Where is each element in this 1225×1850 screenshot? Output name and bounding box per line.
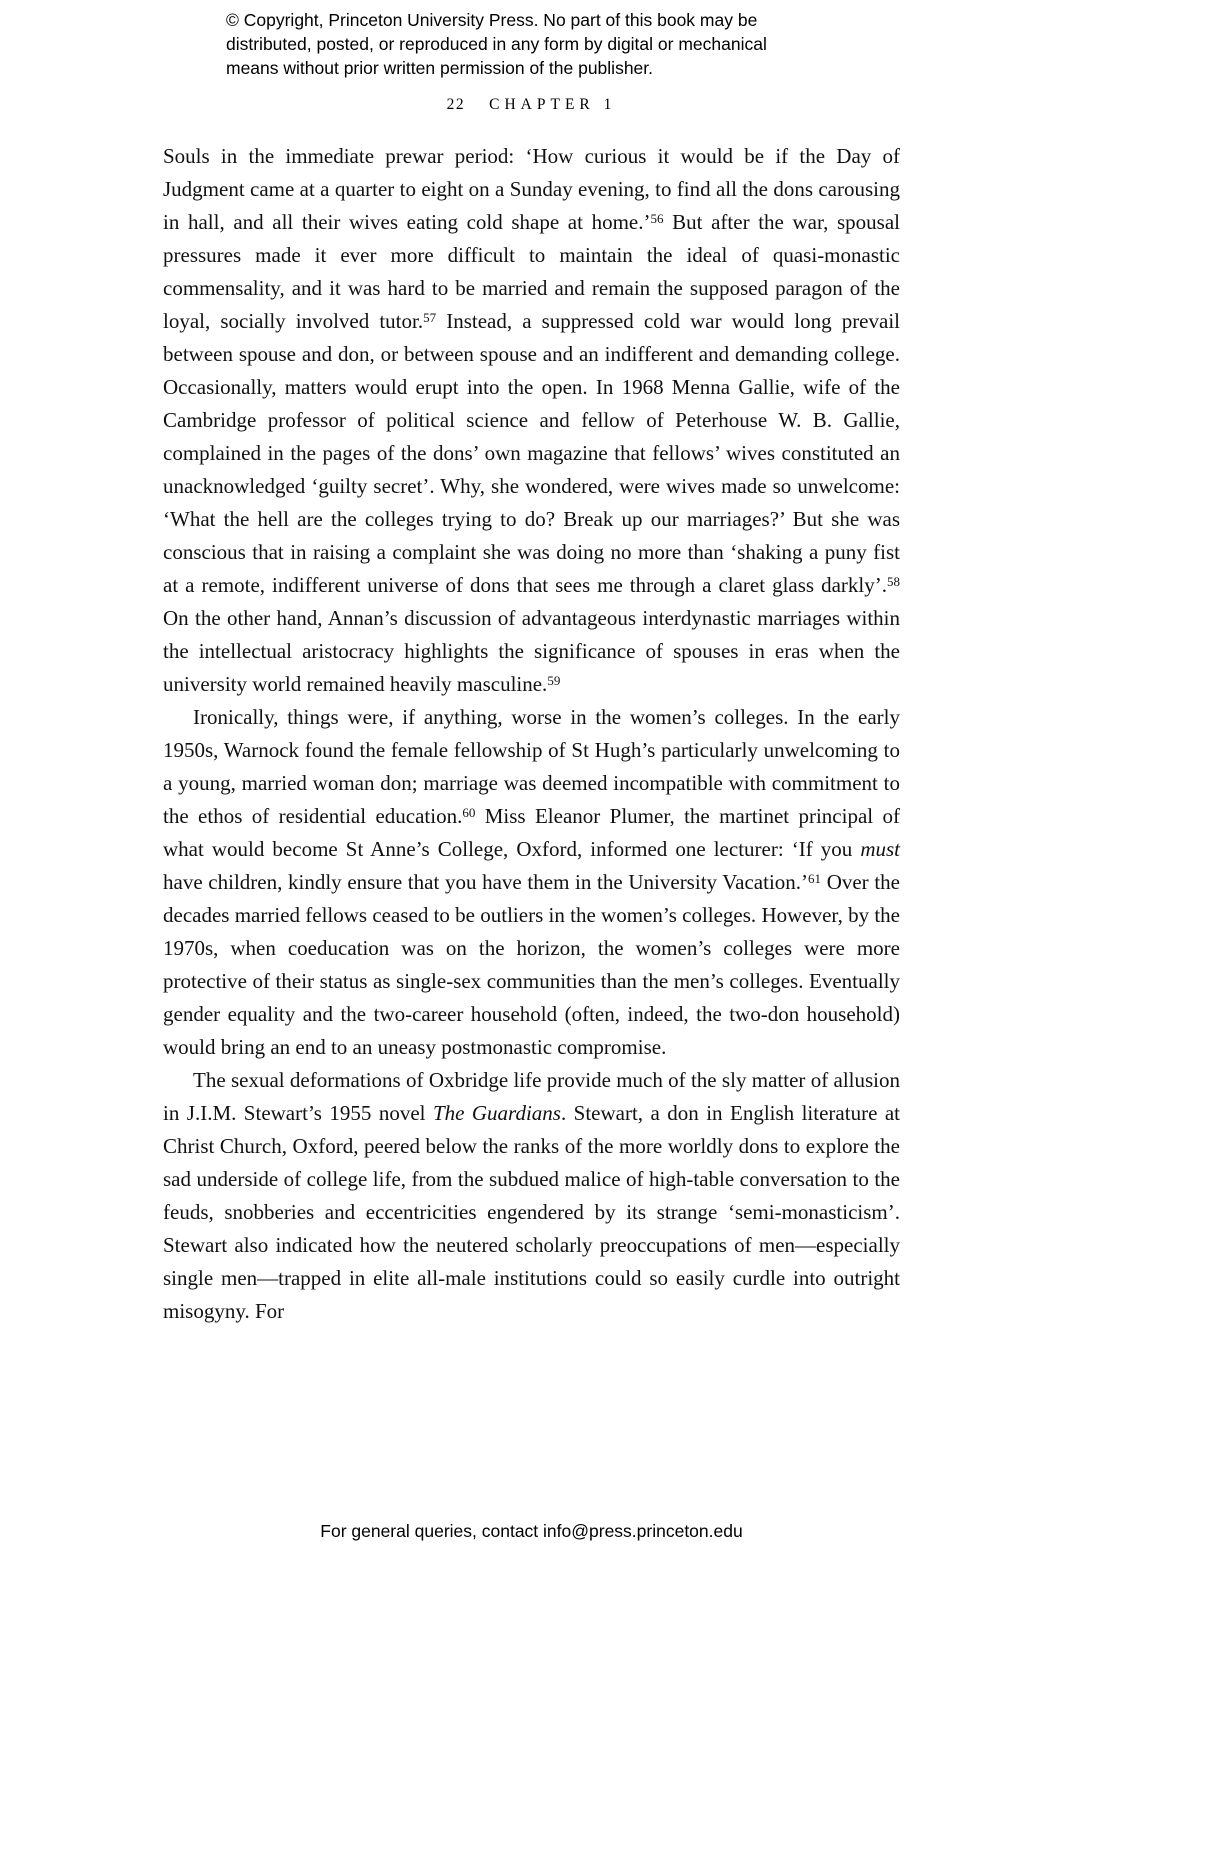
italic-text: The Guardians [432, 1101, 561, 1125]
running-head [163, 96, 900, 114]
page-number: 22 [446, 96, 466, 113]
paragraph: The sexual deformations of Oxbridge life provide much of the sly matter of allusion in J.I.M. Stewart’s 1955 novel The Guardians. Stewart, a don in English literature at Christ Church, Oxford, peered below the ranks of the more worldly dons to explore the sad underside of college life, from the subdued malice of high-table conversation to the feuds, snobberies and eccentricities engendered by its strange ‘semi-monasticism’. Stewart also indicated how the neutered scholarly preoccupations of men—especially single men—trapped in elite all-male institutions could so easily curdle into outright misogyny. For [163, 1068, 900, 1323]
copyright-notice [226, 8, 767, 80]
chapter-label: CHAPTER 1 [489, 96, 617, 113]
footnote-reference: 61 [808, 871, 822, 887]
footnote-reference: 60 [462, 805, 476, 821]
paragraph: Souls in the immediate prewar period: ‘How curious it would be if the Day of Judgment came at a quarter to eight on a Sunday evening, to find all the dons carousing in hall, and all their wives eating cold shape at home.’$^{56}$ But after the war, spousal pressures made it ever more difficult to maintain the ideal of quasi-monastic commensality, and it was hard to be married and remain the supposed paragon of the loyal, socially involved tutor.$^{57}$ Instead, a suppressed cold war would long prevail between spouse and don, or between spouse and an indifferent and demanding college. Occasionally, matters would erupt into the open. In 1968 Menna Gallie, wife of the Cambridge professor of political science and fellow of Peterhouse W. B. Gallie, complained in the pages of the dons’ own magazine that fellows’ wives constituted an unacknowledged ‘guilty secret’. Why, she wondered, were wives made so unwelcome: ‘What the hell are the colleges trying to do? Break up our marriages?’ But she was conscious that in raising a complaint she was doing no more than ‘shaking a puny fist at a remote, indifferent universe of dons that sees me through a claret glass darkly’.$^{58}$ On the other hand, Annan’s discussion of advantageous interdynastic marriages within the intellectual aristocracy highlights the significance of spouses in eras when the university world remained heavily masculine.$^{59}$ [163, 144, 900, 696]
footnote-reference: 56 [650, 211, 664, 227]
copyright-line: distributed, posted, or reproduced in any form by digital or mechanical [226, 34, 767, 54]
footnote-reference: 59 [547, 673, 561, 689]
footer-queries [163, 1521, 900, 1542]
paragraph: Ironically, things were, if anything, worse in the women’s colleges. In the early 1950s, Warnock found the female fellowship of St Hugh’s particularly unwelcoming to a young, married woman don; marriage was deemed incompatible with commitment to the ethos of residential education.$^{60}$ Miss Eleanor Plumer, the martinet principal of what would become St Anne’s College, Oxford, informed one lecturer: ‘If you must have children, kindly ensure that you have them in the University Vacation.’$^{61}$ Over the decades married fellows ceased to be outliers in the women’s colleges. However, by the 1970s, when coeducation was on the horizon, the women’s colleges were more protective of their status as single-sex communities than the men’s colleges. Eventually gender equality and the two-career household (often, indeed, the two-don household) would bring an end to an uneasy postmonastic compromise. [163, 705, 900, 1059]
body-text [163, 140, 900, 1328]
footnote-reference: 57 [423, 310, 437, 326]
italic-text: must [860, 837, 900, 861]
copyright-line: © Copyright, Princeton University Press. No part of this book may be [226, 10, 758, 30]
footer-text: For general queries, contact info@press.princeton.edu [320, 1521, 743, 1541]
footnote-reference: 58 [886, 574, 900, 590]
copyright-line: means without prior written permission of the publisher. [226, 58, 654, 78]
